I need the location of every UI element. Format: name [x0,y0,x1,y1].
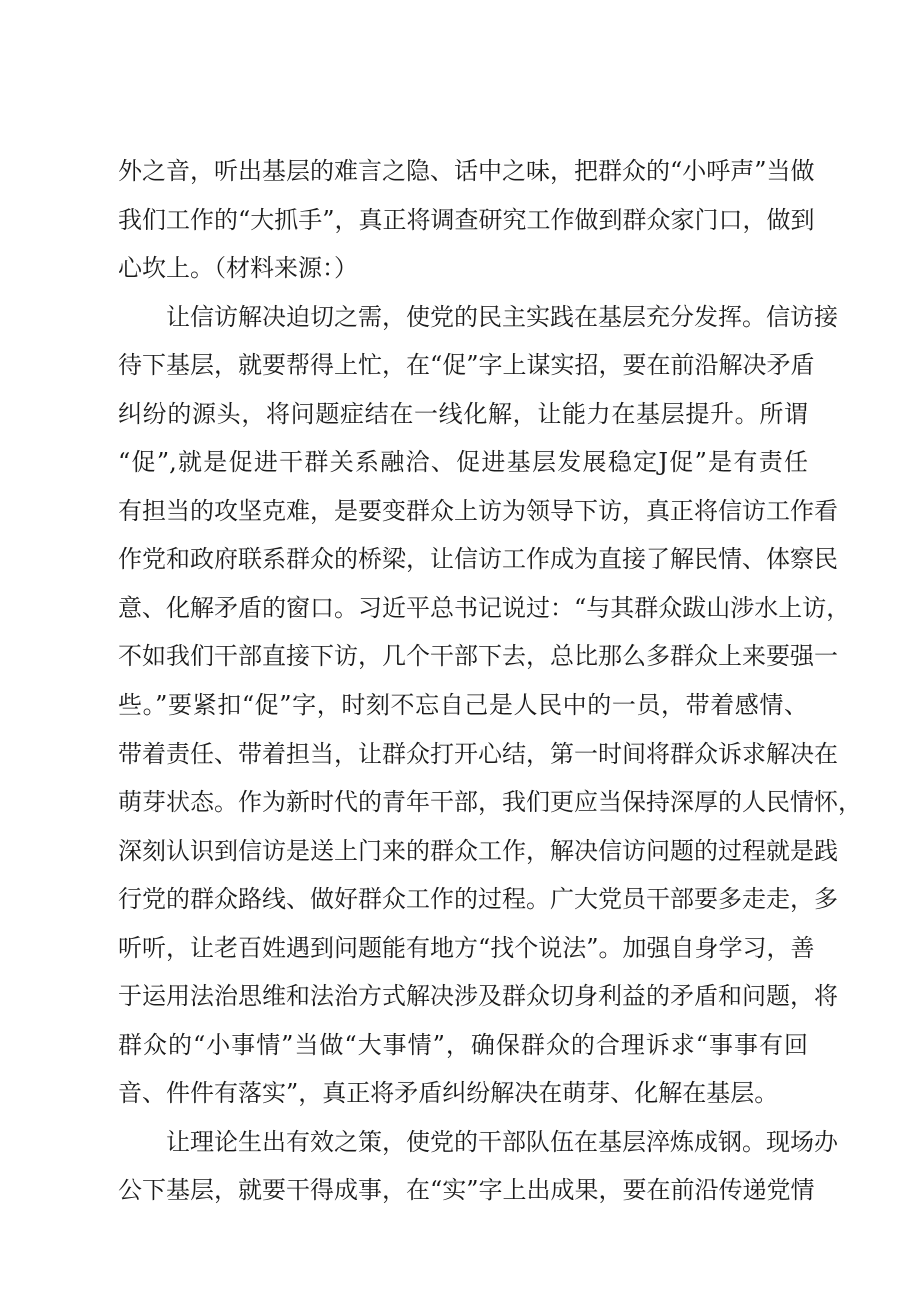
text-line: 群众的“小事情”当做“大事情”，确保群众的合理诉求“事事有回 [118,1030,808,1059]
paragraph-first-line: 让理论生出有效之策，使党的干部队伍在基层淬炼成钢。现场办 [166,1127,838,1156]
text-line: 心坎上。（材料来源：） [118,254,358,283]
text-line: 有担当的攻坚克难，是要变群众上访为领导下访，真正将信访工作看 [118,496,838,525]
text-line: 作党和政府联系群众的桥梁，让信访工作成为直接了解民情、体察民 [118,545,838,574]
text-line: 外之音，听出基层的难言之隐、话中之味，把群众的“小呼声”当做 [118,157,815,185]
text-line: 音、件件有落实”，真正将矛盾纠纷解决在萌芽、化解在基层。 [118,1079,779,1108]
text-line: 深刻认识到信访是送上门来的群众工作，解决信访问题的过程就是践 [118,836,838,865]
text-line: 待下基层，就要帮得上忙，在“促”字上谋实招，要在前沿解决矛盾 [118,351,815,380]
paragraph-first-line: 让信访解决迫切之需，使党的民主实践在基层充分发挥。信访接 [166,302,838,331]
text-line: 行党的群众路线、做好群众工作的过程。广大党员干部要多走走，多 [118,885,838,914]
text-line: 纠纷的源头，将问题症结在一线化解，让能力在基层提升。所谓 [118,399,808,428]
text-line: “促”,就是促进干群关系融洽、促进基层发展稳定J促”是有责任 [118,448,808,477]
text-line: 萌芽状态。作为新时代的青年干部，我们更应当保持深厚的人民情怀， [118,788,862,817]
text-line: 不如我们干部直接下访，几个干部下去，总比那么多群众上来要强一 [118,642,838,671]
text-line: 听听，让老百姓遇到问题能有地方“找个说法”。加强自身学习，善 [118,933,815,962]
text-line: 公下基层，就要干得成事，在“实”字上出成果，要在前沿传递党情 [118,1176,815,1205]
text-line: 意、化解矛盾的窗口。习近平总书记说过：“与其群众跋山涉水上访， [118,593,851,622]
text-line: 于运用法治思维和法治方式解决涉及群众切身利益的矛盾和问题，将 [118,982,838,1011]
body-text [118,147,862,1215]
text-line: 些。”要紧扣“促”字，时刻不忘自己是人民中的一员，带着感情、 [118,691,808,720]
text-line: 我们工作的“大抓手”，真正将调查研究工作做到群众家门口，做到 [118,205,815,234]
text-line: 带着责任、带着担当，让群众打开心结，第一时间将群众诉求解决在 [118,739,838,768]
